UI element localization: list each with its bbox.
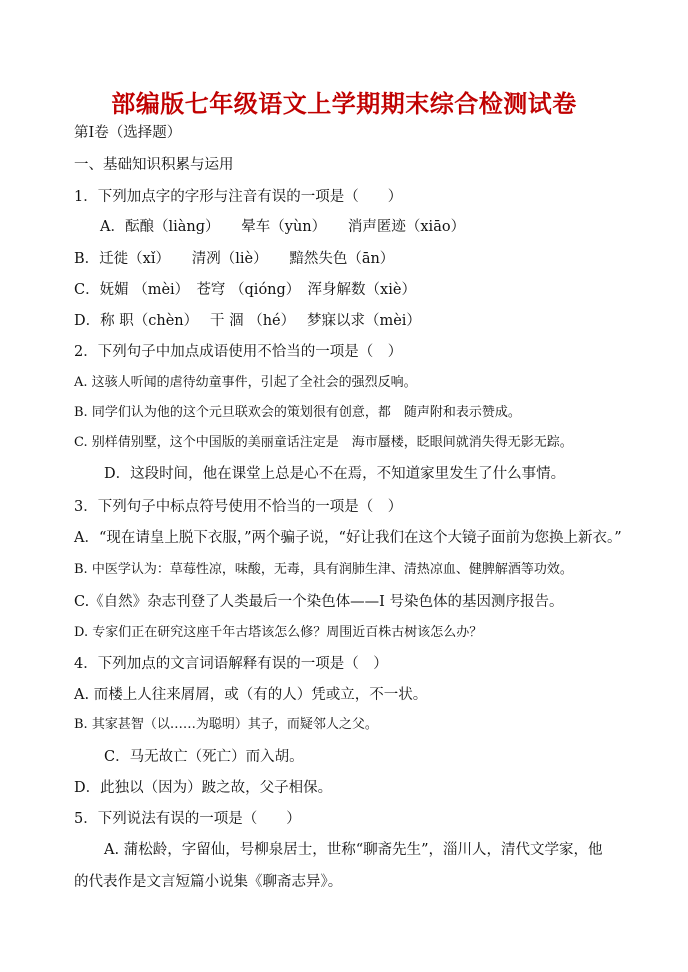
part-heading: 第Ⅰ卷（选择题）	[74, 125, 182, 141]
q3-option-b: B. 中医学认为：草莓性凉，味酸，无毒，具有润肺生津、清热凉血、健脾解酒等功效。	[74, 562, 573, 577]
q4-option-d: D．此独以（因为）跛之故，父子相保。	[74, 780, 333, 796]
q3-option-d: D. 专家们正在研究这座千年古塔该怎么修？周围近百株古树该怎么办？	[74, 625, 483, 640]
q5-stem: 5．下列说法有误的一项是（ ）	[74, 811, 301, 827]
q4-stem: 4．下列加点的文言词语解释有误的一项是（ ）	[74, 656, 388, 672]
q1-option-a: A．酝酿（liànɡ） 晕车（yùn） 消声匿迹（xiāo）	[100, 219, 466, 235]
q3-option-c: C.《自然》杂志刊登了人类最后一个染色体——I 号染色体的基因测序报告。	[74, 594, 564, 610]
q1-stem: 1．下列加点字的字形与注音有误的一项是（ ）	[74, 189, 403, 205]
q4-option-b: B. 其家甚智（以……为聪明）其子，而疑邻人之父。	[74, 717, 378, 732]
q3-option-a: A．“现在请皇上脱下衣服，”两个骗子说，“好让我们在这个大镜子面前为您换上新衣。”	[74, 530, 622, 546]
q1-option-b: B．迁徙（xǐ） 清冽（liè） 黯然失色（ān）	[74, 251, 395, 267]
section-heading: 一、基础知识积累与运用	[74, 157, 234, 173]
q3-stem: 3．下列句子中标点符号使用不恰当的一项是（ ）	[74, 499, 403, 515]
q2-option-b: B. 同学们认为他的这个元旦联欢会的策划很有创意，都 随声附和表示赞成。	[74, 405, 521, 420]
q1-option-c: C．妩媚 （mèi） 苍穹 （qióng） 浑身解数（xiè）	[74, 282, 416, 298]
q4-option-a: A. 而楼上人往来屑屑，或（有的人）凭或立，不一状。	[74, 687, 428, 703]
q5-option-a: A. 蒲松龄，字留仙，号柳泉居士，世称“聊斋先生”，淄川人，清代文学家，他的代表作是文言短篇小说集《聊斋志异》。	[74, 842, 603, 890]
exam-title: 部编版七年级语文上学期期末综合检测试卷	[111, 90, 577, 118]
q4-option-c: C．马无故亡（死亡）而入胡。	[104, 749, 304, 765]
q2-option-d: D．这段时间，他在课堂上总是心不在焉，不知道家里发生了什么事情。	[104, 466, 566, 482]
q2-stem: 2．下列句子中加点成语使用不恰当的一项是（ ）	[74, 344, 403, 360]
q2-option-a: A. 这骇人听闻的虐待幼童事件，引起了全社会的强烈反响。	[74, 375, 417, 390]
q2-option-c: C. 别样倩别墅，这个中国版的美丽童话注定是 海市蜃楼，眨眼间就消失得无影无踪。	[74, 435, 573, 450]
q1-option-d: D．称 职（chèn） 干 涸 （hé） 梦寐以求（mèi）	[74, 313, 421, 329]
